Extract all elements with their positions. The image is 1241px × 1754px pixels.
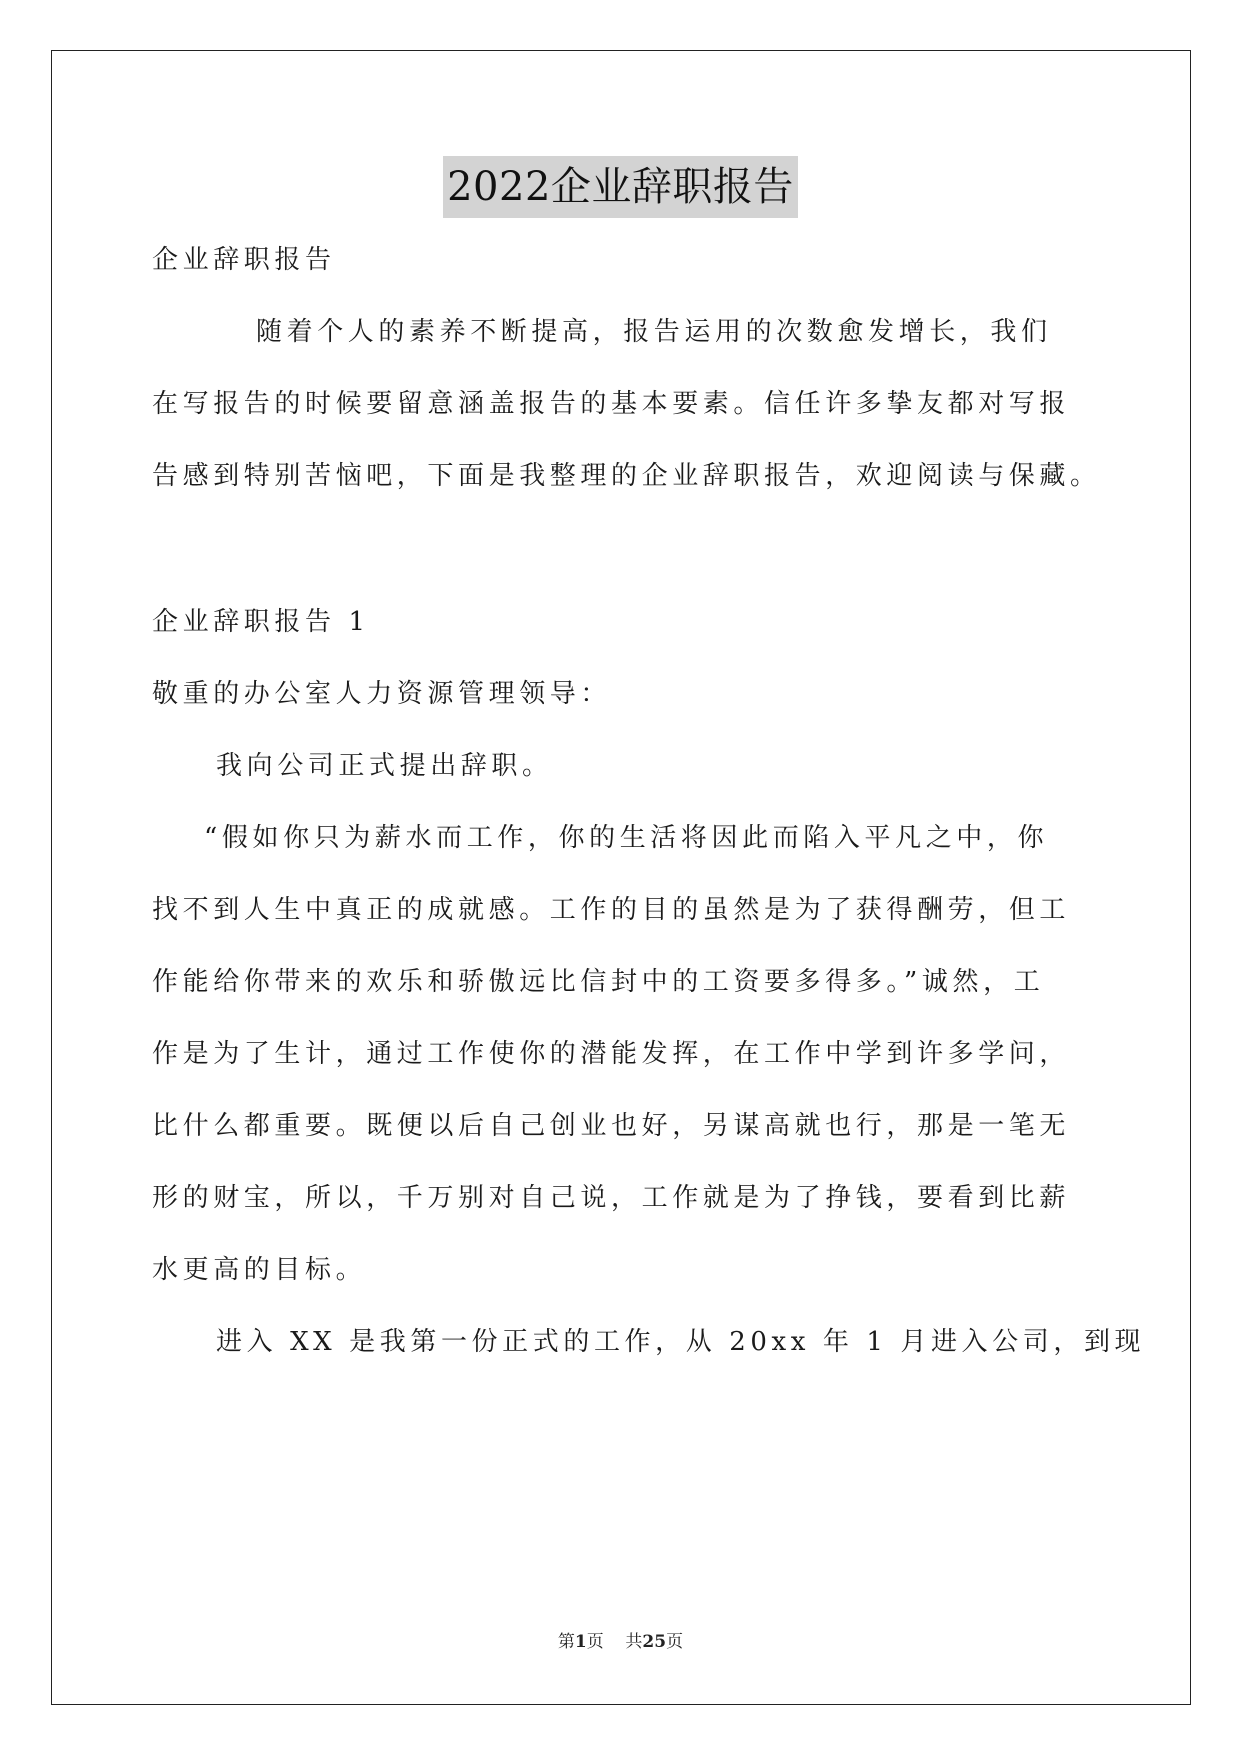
section-heading: 企业辞职报告 1 — [152, 607, 370, 637]
title-container — [0, 156, 1241, 218]
paragraph-line: 进入 XX 是我第一份正式的工作，从 20xx 年 1 月进入公司，到现 — [216, 1327, 1146, 1357]
paragraph-line: 随着个人的素养不断提高，报告运用的次数愈发增长，我们 — [256, 317, 1052, 347]
page-prefix: 第 — [557, 1632, 575, 1652]
total-pages: 25 — [642, 1632, 667, 1652]
paragraph-line: 比什么都重要。既便以后自己创业也好，另谋高就也行，那是一笔无 — [152, 1111, 1071, 1141]
paragraph-line: 找不到人生中真正的成就感。工作的目的虽然是为了获得酬劳，但工 — [152, 895, 1071, 925]
section-heading: 企业辞职报告 — [152, 245, 336, 275]
total-suffix: 页 — [666, 1632, 684, 1652]
paragraph-line: 形的财宝，所以，千万别对自己说，工作就是为了挣钱，要看到比薪 — [152, 1183, 1071, 1213]
page-footer — [0, 1630, 1241, 1654]
document-title: 2022企业辞职报告 — [443, 156, 798, 218]
paragraph-line: 我向公司正式提出辞职。 — [216, 751, 553, 781]
page-number: 1 — [574, 1632, 587, 1652]
paragraph-line: “假如你只为薪水而工作，你的生活将因此而陷入平凡之中，你 — [204, 823, 1049, 853]
paragraph-line: 水更高的目标。 — [152, 1255, 367, 1285]
paragraph-line: 在写报告的时候要留意涵盖报告的基本要素。信任许多挚友都对写报 — [152, 389, 1071, 419]
paragraph-line: 作能给你带来的欢乐和骄傲远比信封中的工资要多得多。”诚然，工 — [152, 967, 1045, 997]
page-suffix: 页 — [586, 1632, 604, 1652]
salutation: 敬重的办公室人力资源管理领导： — [152, 679, 612, 709]
paragraph-line: 作是为了生计，通过工作使你的潜能发挥，在工作中学到许多学问， — [152, 1039, 1071, 1069]
total-prefix: 共 — [625, 1632, 643, 1652]
paragraph-line: 告感到特别苦恼吧，下面是我整理的企业辞职报告，欢迎阅读与保藏。 — [152, 461, 1101, 491]
page-border — [51, 50, 1191, 1705]
